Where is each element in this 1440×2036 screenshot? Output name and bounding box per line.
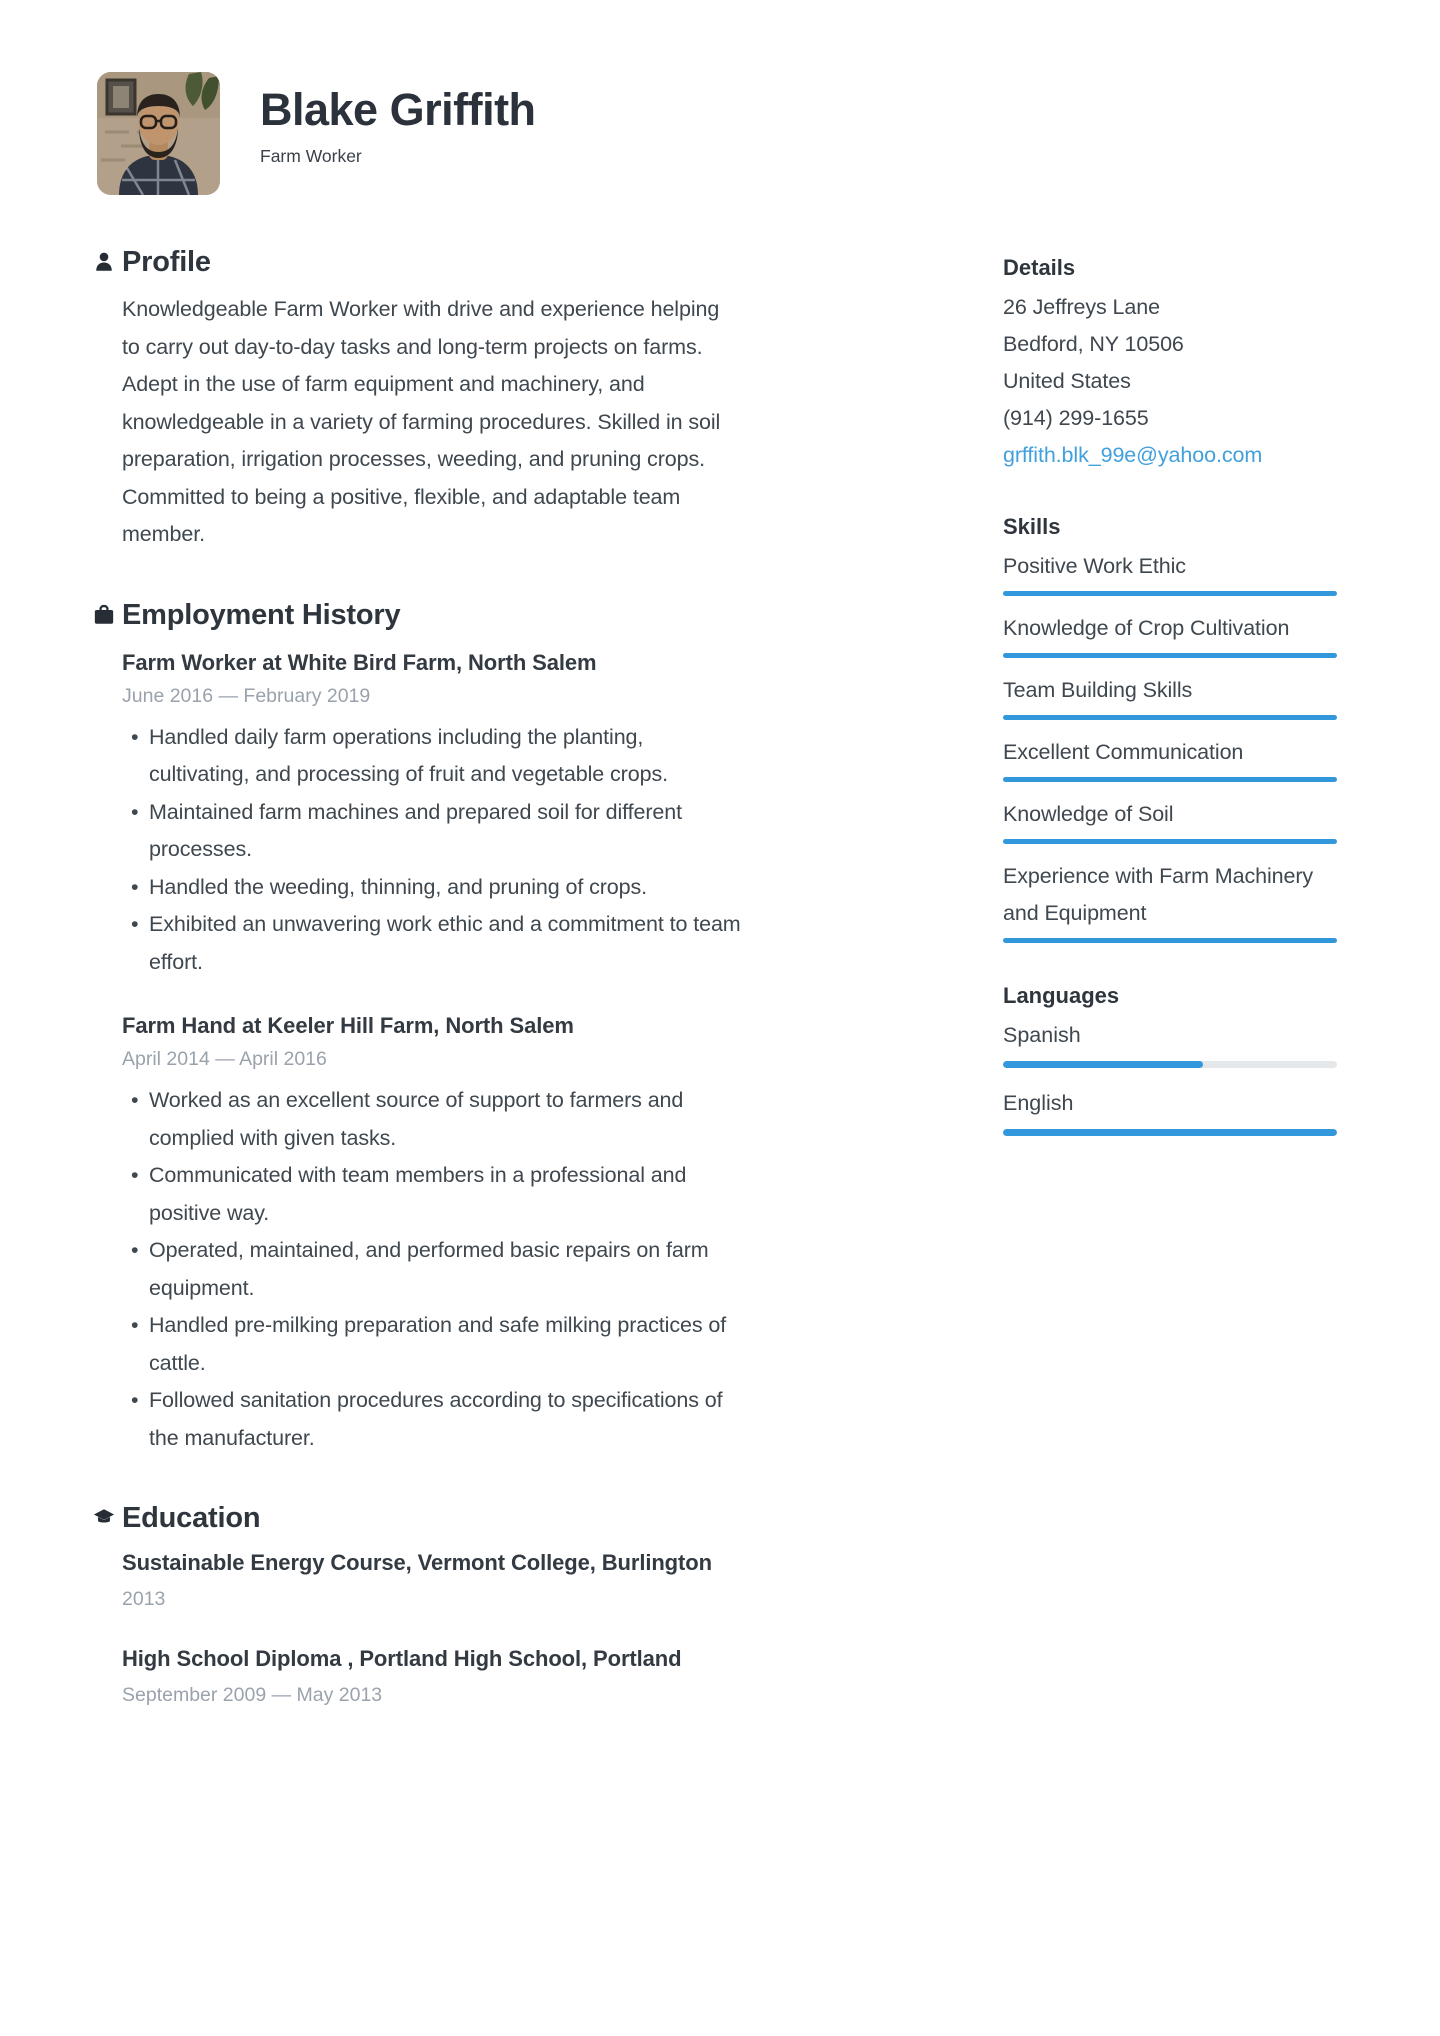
bullet-item: • Maintained farm machines and prepared soil for different processes. (122, 794, 742, 869)
skills-list (1003, 548, 1337, 943)
job-bullet-list (122, 719, 742, 982)
name-block (260, 72, 536, 167)
language-item (1003, 1017, 1337, 1068)
skill-level-bar (1003, 938, 1337, 943)
language-item (1003, 1085, 1337, 1136)
bullet-item: • Followed sanitation procedures according to specifications of the manufacturer. (122, 1382, 742, 1457)
language-label: Spanish (1003, 1023, 1081, 1047)
bullet-item: • Operated, maintained, and performed basic repairs on farm equipment. (122, 1232, 742, 1307)
bullet-item: • Communicated with team members in a professional and positive way. (122, 1157, 742, 1232)
skill-label: Knowledge of Crop Cultivation (1003, 616, 1290, 640)
skill-label: Team Building Skills (1003, 678, 1193, 702)
bullet-item: • Worked as an excellent source of support to farmers and complied with given tasks. (122, 1082, 742, 1157)
job-title: Farm Worker at White Bird Farm, North Salem (122, 649, 597, 675)
profile-text: Knowledgeable Farm Worker with drive and experience helping to carry out day-to-day tasks and long-term projects on farms. Adept in the use of farm equipment and machinery, and knowledgeable in a variety of farming procedures. Skilled in soil preparation, irrigation processes, weeding, and pruning crops. Committed to being a positive, flexible, and adaptable team member. (122, 297, 721, 546)
job-title: Farm Hand at Keeler Hill Farm, North Salem (122, 1013, 574, 1038)
skills-heading: Skills (1003, 514, 1061, 539)
language-level-fill (1003, 1061, 1203, 1068)
briefcase-icon (93, 603, 115, 627)
skill-item (1003, 610, 1337, 658)
education-entry (122, 1643, 742, 1710)
profile-heading (122, 245, 742, 279)
country: United States (1003, 369, 1131, 393)
address-line-1: 26 Jeffreys Lane (1003, 295, 1160, 319)
profile-section (122, 245, 742, 554)
bullet-item: • Handled pre-milking preparation and safe milking practices of cattle. (122, 1307, 742, 1382)
content-columns (0, 245, 1440, 1710)
education-heading (122, 1501, 742, 1535)
job-bullet-list (122, 1082, 742, 1457)
languages-section (1003, 981, 1337, 1136)
education-dates: 2013 (122, 1588, 166, 1610)
details-heading: Details (1003, 255, 1076, 280)
job-entry (122, 1007, 742, 1457)
main-column (122, 245, 742, 1710)
education-degree: High School Diploma , Portland High School, Portland (122, 1646, 682, 1671)
job-dates: June 2016 — February 2019 (122, 684, 371, 707)
header (0, 0, 1440, 195)
education-section (122, 1501, 742, 1710)
details-section (1003, 253, 1337, 474)
skill-item (1003, 672, 1337, 720)
profile-heading-label: Profile (122, 246, 211, 278)
skill-label: Excellent Communication (1003, 740, 1244, 764)
bullet-item: • Handled the weeding, thinning, and pruning of crops. (122, 869, 742, 907)
education-list (122, 1547, 742, 1710)
portrait-illustration (97, 72, 220, 195)
language-level-track (1003, 1061, 1337, 1068)
phone-number: (914) 299-1655 (1003, 406, 1149, 430)
education-heading-label: Education (122, 1502, 261, 1534)
skill-item (1003, 548, 1337, 596)
skill-item (1003, 796, 1337, 844)
language-level-track (1003, 1129, 1337, 1136)
job-dates: April 2014 — April 2016 (122, 1048, 327, 1070)
address-line-2: Bedford, NY 10506 (1003, 332, 1184, 356)
skill-label: Knowledge of Soil (1003, 802, 1174, 826)
person-icon (93, 250, 115, 274)
employment-heading (122, 598, 742, 632)
profile-photo (97, 72, 220, 195)
employment-heading-label: Employment History (122, 598, 401, 631)
education-degree: Sustainable Energy Course, Vermont College, Burlington (122, 1550, 712, 1575)
bullet-item: • Exhibited an unwavering work ethic and a commitment to team effort. (122, 906, 742, 981)
skill-label: Experience with Farm Machinery and Equipment (1003, 864, 1314, 925)
bullet-item: • Handled daily farm operations including the planting, cultivating, and processing of fruit and vegetable crops. (122, 719, 742, 794)
skill-item (1003, 734, 1337, 782)
skill-level-bar (1003, 839, 1337, 844)
person-name: Blake Griffith (260, 84, 536, 135)
email-link[interactable]: grffith.blk_99e@yahoo.com (1003, 443, 1263, 467)
sidebar (1003, 245, 1337, 1174)
skill-level-bar (1003, 591, 1337, 596)
graduation-cap-icon (93, 1506, 115, 1530)
languages-list (1003, 1017, 1337, 1136)
email-row (1003, 437, 1337, 474)
skill-label: Positive Work Ethic (1003, 554, 1186, 578)
job-entry (122, 644, 742, 982)
skill-level-bar (1003, 715, 1337, 720)
employment-section (122, 598, 742, 1458)
skill-item (1003, 858, 1337, 943)
language-label: English (1003, 1091, 1074, 1115)
languages-heading: Languages (1003, 983, 1120, 1008)
skill-level-bar (1003, 777, 1337, 782)
education-dates: September 2009 — May 2013 (122, 1684, 383, 1706)
education-entry (122, 1547, 742, 1614)
skill-level-bar (1003, 653, 1337, 658)
person-job-title: Farm Worker (260, 146, 362, 166)
language-level-fill (1003, 1129, 1337, 1136)
skills-section (1003, 512, 1337, 943)
